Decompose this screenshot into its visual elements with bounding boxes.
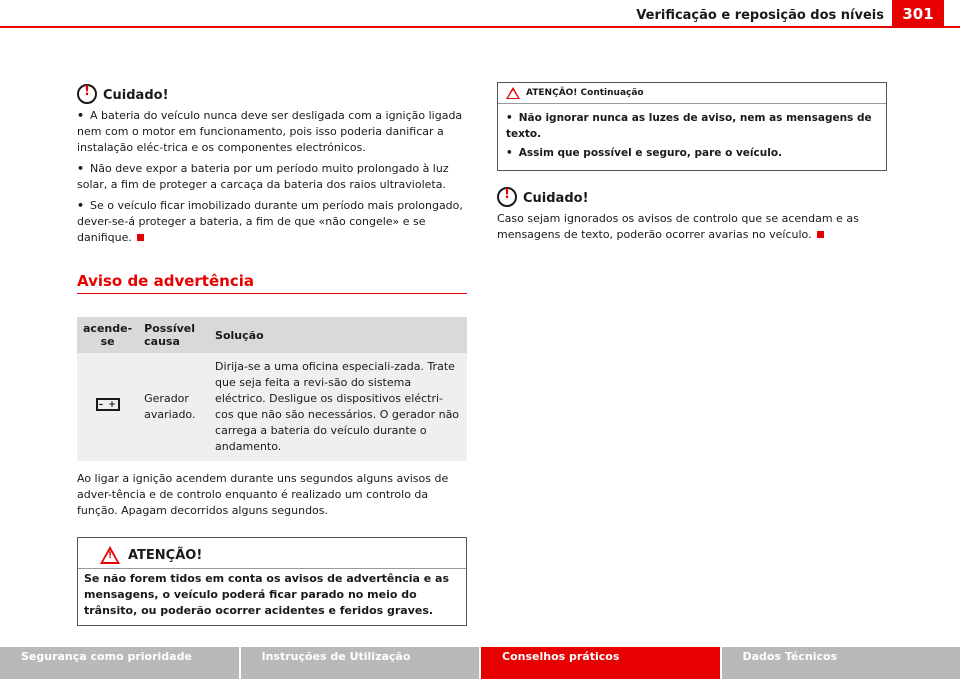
warning-lights-table bbox=[77, 317, 467, 461]
tab-instrucoes[interactable]: Instruções de Utilização bbox=[241, 647, 480, 679]
footer-nav bbox=[0, 647, 960, 679]
header-rule bbox=[0, 26, 960, 28]
warning-heading bbox=[78, 538, 466, 568]
left-column bbox=[77, 84, 467, 626]
caution-title: Cuidado! bbox=[103, 88, 169, 103]
caution-title: Cuidado! bbox=[523, 191, 589, 206]
tab-dados[interactable]: Dados Técnicos bbox=[722, 647, 960, 679]
section-title: Aviso de advertência bbox=[77, 272, 467, 294]
table-header-cause: Possível causa bbox=[138, 317, 209, 353]
battery-warning-icon bbox=[96, 398, 120, 411]
table-cell-icon bbox=[77, 353, 138, 461]
warning-continuation-box bbox=[497, 82, 887, 171]
warning-triangle-icon: ! bbox=[100, 546, 120, 564]
paragraph: Ao ligar a ignição acendem durante uns segundos alguns avisos de adver-tência e de controlo enquanto é realizado um controlo da função. Apagam decorridos alguns segundos. bbox=[77, 472, 449, 517]
warning-text: Se não forem tidos em conta os avisos de advertência e as mensagens, o veículo poderá ficar parado no meio do trânsito, ou poderão ocorrer acidentes e feridos graves. bbox=[78, 568, 466, 625]
caution-item: • A bateria do veículo nunca deve ser desligada com a ignição ligada nem com o motor em funcionamento, pois isso poderia danificar a instalação eléc-trica e os componentes electrónicos. bbox=[77, 109, 463, 154]
page-title: Verificação e reposição dos níveis bbox=[636, 8, 884, 23]
end-marker-icon bbox=[817, 231, 824, 238]
table-cell-solution: Dirija-se a uma oficina especiali-zada. Trate que seja feita a revi-são do sistema eléctrico. Desligue os dispositivos eléctri-cos que não são necessários. O gerador não carrega a bateria do veículo durante o andamento. bbox=[209, 353, 467, 461]
warning-continuation-heading bbox=[498, 83, 886, 104]
right-column bbox=[497, 82, 887, 248]
caution-text: Caso sejam ignorados os avisos de controlo que se acendam e as mensagens de texto, poderão ocorrer avarias no veículo. bbox=[497, 212, 859, 241]
caution-heading bbox=[497, 187, 887, 207]
warning-triangle-icon bbox=[506, 87, 520, 99]
table-row bbox=[77, 353, 467, 461]
tab-conselhos[interactable]: Conselhos práticos bbox=[481, 647, 720, 679]
warning-item: • Não ignorar nunca as luzes de aviso, nem as mensagens de texto. bbox=[506, 112, 872, 140]
bullet-icon: • bbox=[77, 199, 85, 212]
warning-continuation-body bbox=[498, 104, 886, 170]
bullet-icon: • bbox=[506, 147, 513, 159]
tab-seguranca[interactable]: Segurança como prioridade bbox=[0, 647, 239, 679]
page-number: 301 bbox=[892, 0, 944, 28]
warning-continuation-title: ATENÇÃO! Continuação bbox=[526, 88, 644, 98]
caution-item: • Se o veículo ficar imobilizado durante um período mais prolongado, dever-se-á proteger a bateria, a fim de que «não congele» e se danifique. bbox=[77, 199, 463, 244]
bullet-icon: • bbox=[77, 162, 85, 175]
right-caution bbox=[497, 187, 887, 243]
caution-heading bbox=[77, 84, 467, 104]
table-cell-cause: Gerador avariado. bbox=[138, 353, 209, 461]
caution-item: • Não deve expor a bateria por um período muito prolongado à luz solar, a fim de proteger a carcaça da bateria dos raios ultravioleta. bbox=[77, 162, 449, 191]
warning-item: • Assim que possível e seguro, pare o veículo. bbox=[506, 147, 783, 159]
bullet-icon: • bbox=[506, 112, 513, 124]
caution-icon bbox=[497, 187, 517, 207]
table-header-lights: acende-se bbox=[77, 317, 138, 353]
end-marker-icon bbox=[137, 234, 144, 241]
bullet-icon: • bbox=[77, 109, 85, 122]
warning-title: ATENÇÃO! bbox=[128, 547, 203, 563]
caution-icon bbox=[77, 84, 97, 104]
warning-box bbox=[77, 537, 467, 626]
table-header-solution: Solução bbox=[209, 317, 467, 353]
